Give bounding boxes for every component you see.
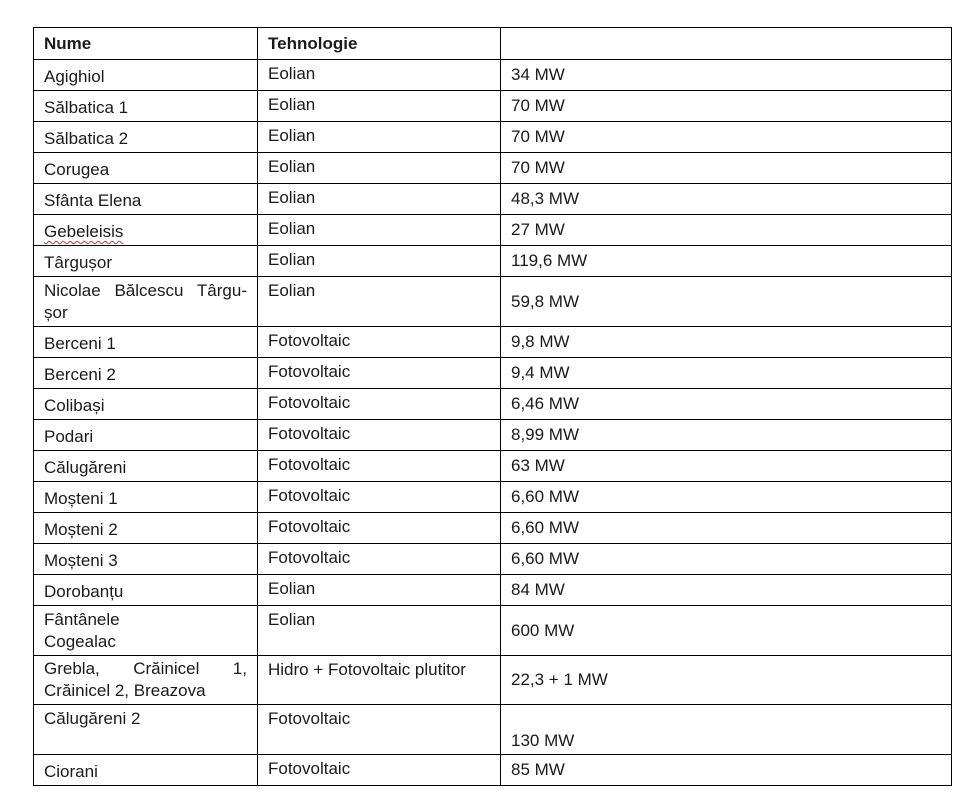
plant-tech: Eolian: [258, 277, 501, 327]
plant-power: 22,3 + 1 MW: [501, 656, 952, 705]
plant-tech: Fotovoltaic: [258, 389, 501, 420]
plant-tech: Fotovoltaic: [258, 705, 501, 755]
table-row: [34, 451, 952, 482]
plant-name: Târgușor: [34, 246, 258, 277]
table-row: [34, 184, 952, 215]
plant-power: 27 MW: [501, 215, 952, 246]
plant-name: Berceni 2: [34, 358, 258, 389]
plant-name: Ciorani: [34, 755, 258, 786]
plant-power: 48,3 MW: [501, 184, 952, 215]
plant-name: Sălbatica 1: [34, 91, 258, 122]
table-row: [34, 482, 952, 513]
plant-tech: Eolian: [258, 606, 501, 656]
plant-name: Călugăreni 2: [34, 705, 258, 755]
plant-tech: Fotovoltaic: [258, 420, 501, 451]
plant-tech: Eolian: [258, 246, 501, 277]
plant-name: Călugăreni: [34, 451, 258, 482]
table-row: [34, 389, 952, 420]
table-row: [34, 575, 952, 606]
plant-power: 63 MW: [501, 451, 952, 482]
plant-name: Corugea: [34, 153, 258, 184]
plant-tech: Eolian: [258, 575, 501, 606]
plant-power: 119,6 MW: [501, 246, 952, 277]
plant-power: 6,60 MW: [501, 482, 952, 513]
plant-tech: Fotovoltaic: [258, 755, 501, 786]
table-row: [34, 60, 952, 91]
plant-tech: Fotovoltaic: [258, 513, 501, 544]
plant-name: [34, 215, 258, 246]
plant-power: 70 MW: [501, 153, 952, 184]
table-row: [34, 420, 952, 451]
plant-name: Dorobanțu: [34, 575, 258, 606]
plant-tech: Eolian: [258, 60, 501, 91]
header-tech: Tehnologie: [258, 28, 501, 60]
plant-tech: Eolian: [258, 122, 501, 153]
plant-tech: Eolian: [258, 215, 501, 246]
plant-name: Sălbatica 2: [34, 122, 258, 153]
table-row: [34, 153, 952, 184]
plant-power: 70 MW: [501, 122, 952, 153]
plant-tech: Eolian: [258, 184, 501, 215]
header-power: [501, 28, 952, 60]
plant-name: Fântânele Cogealac: [34, 606, 258, 656]
header-name: Nume: [34, 28, 258, 60]
plant-power: 9,8 MW: [501, 327, 952, 358]
table-row: [34, 755, 952, 786]
header-row: [34, 28, 952, 60]
plant-power: 6,60 MW: [501, 513, 952, 544]
plant-name: Sfânta Elena: [34, 184, 258, 215]
table-row: [34, 544, 952, 575]
table-row: [34, 246, 952, 277]
plant-name-text: Gebeleisis: [44, 222, 124, 241]
power-plants-table: [33, 27, 952, 786]
plant-power: 84 MW: [501, 575, 952, 606]
plant-name: Agighiol: [34, 60, 258, 91]
plant-tech: Eolian: [258, 153, 501, 184]
table-row: [34, 215, 952, 246]
plant-power: 6,46 MW: [501, 389, 952, 420]
plant-name: Nicolae Bălcescu Târgu-șor: [34, 277, 258, 327]
table-row: [34, 358, 952, 389]
plant-power: 59,8 MW: [501, 277, 952, 327]
plant-name: Moșteni 3: [34, 544, 258, 575]
plant-power: 130 MW: [501, 705, 952, 755]
plant-tech: Fotovoltaic: [258, 358, 501, 389]
table-row: [34, 277, 952, 327]
table-row: [34, 705, 952, 755]
plant-tech: Hidro + Fotovoltaic plutitor: [258, 656, 501, 705]
table-row: [34, 656, 952, 705]
plant-power: 6,60 MW: [501, 544, 952, 575]
plant-power: 70 MW: [501, 91, 952, 122]
plant-tech: Fotovoltaic: [258, 544, 501, 575]
plant-power: 85 MW: [501, 755, 952, 786]
plant-tech: Fotovoltaic: [258, 482, 501, 513]
plant-name: Moșteni 2: [34, 513, 258, 544]
plant-name: Berceni 1: [34, 327, 258, 358]
table-row: [34, 606, 952, 656]
plant-name: Moșteni 1: [34, 482, 258, 513]
plant-name: Podari: [34, 420, 258, 451]
plant-power: 34 MW: [501, 60, 952, 91]
table-row: [34, 513, 952, 544]
plant-power: 9,4 MW: [501, 358, 952, 389]
plant-name: Colibași: [34, 389, 258, 420]
plant-tech: Fotovoltaic: [258, 451, 501, 482]
table-row: [34, 91, 952, 122]
table-row: [34, 327, 952, 358]
plant-power: 600 MW: [501, 606, 952, 656]
table-row: [34, 122, 952, 153]
plant-power: 8,99 MW: [501, 420, 952, 451]
plant-tech: Eolian: [258, 91, 501, 122]
plant-name: Grebla, Crăinicel 1, Crăinicel 2, Breazova: [34, 656, 258, 705]
plant-tech: Fotovoltaic: [258, 327, 501, 358]
